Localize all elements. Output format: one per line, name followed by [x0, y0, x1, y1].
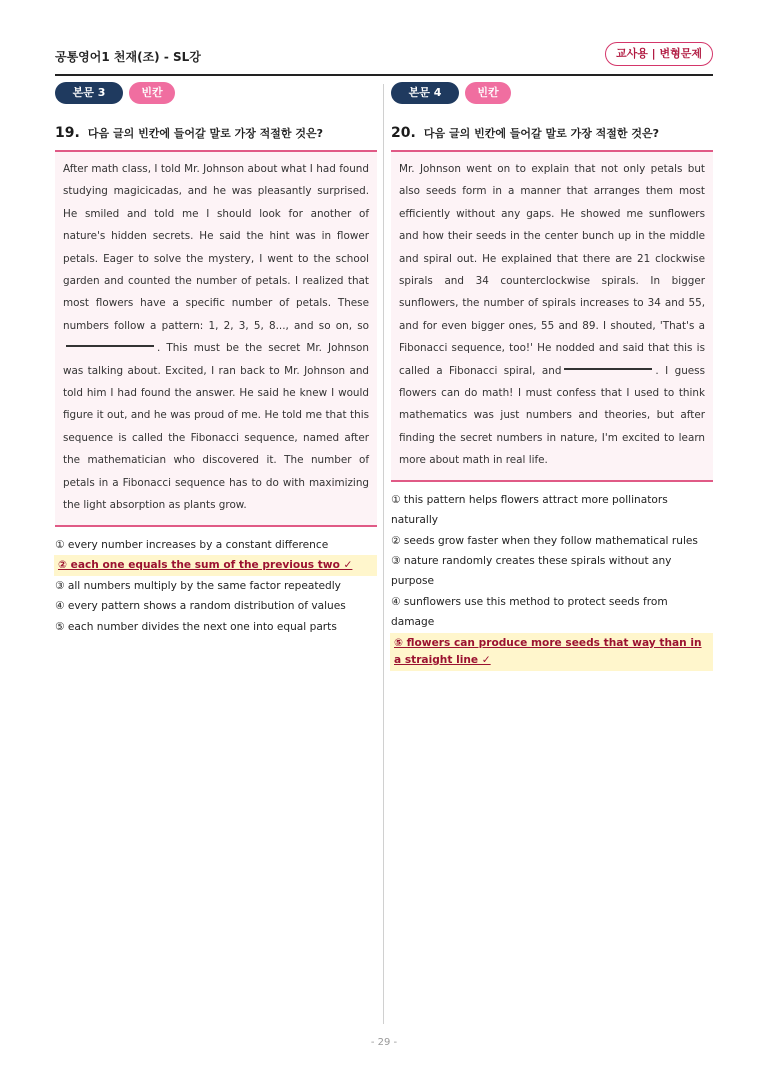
- answer-options: [55, 535, 377, 638]
- option-4[interactable]: ④ every pattern shows a random distribution of values: [55, 600, 346, 613]
- answer-blank: [564, 368, 652, 370]
- type-tag: 빈칸: [465, 82, 511, 104]
- answer-options: [391, 490, 713, 671]
- question-number: 20.: [391, 125, 416, 141]
- section-tag: 본문 3: [55, 82, 123, 104]
- option-5[interactable]: ⑤ each number divides the next one into equal parts: [55, 620, 337, 633]
- question-heading: [391, 122, 713, 142]
- option-3[interactable]: ③ all numbers multiply by the same factor repeatedly: [55, 579, 341, 592]
- section-tag: 본문 4: [391, 82, 459, 104]
- question-tags: [391, 82, 713, 106]
- page-number: - 29 -: [370, 1037, 398, 1048]
- question-tags: [55, 82, 377, 106]
- option-4[interactable]: ④ sunflowers use this method to protect seeds from damage: [391, 595, 668, 629]
- header-title: 공통영어1 천재(조) - SL강: [55, 50, 201, 64]
- passage-text-after: . I guess flowers can do math! I must confess that I used to think mathematics was just numbers and theories, but after finding the secret numbers in nature, I'm excited to learn more about math in real life.: [399, 364, 705, 467]
- question-text: 다음 글의 빈칸에 들어갈 말로 가장 적절한 것은?: [423, 127, 659, 140]
- question-heading: [55, 122, 377, 142]
- column-divider: [383, 84, 384, 1024]
- passage-text-before: After math class, I told Mr. Johnson about what I had found studying magicicadas, and he was pleasantly surprised. He smiled and told me I should look for another of nature's hidden secrets. He said the hint was in flower petals. Eager to solve the mystery, I went to the school garden and counted the number of petals. I realized that most flowers have a specific number of petals. These numbers follow a pattern: 1, 2, 3, 5, 8..., and so on, so: [63, 163, 369, 332]
- option-2-correct[interactable]: ② each one equals the sum of the previous two ✓: [54, 555, 377, 576]
- option-3[interactable]: ③ nature randomly creates these spirals without any purpose: [391, 554, 672, 588]
- passage-box: [391, 150, 713, 482]
- option-5-correct[interactable]: ⑤ flowers can produce more seeds that way than in a straight line ✓: [390, 633, 713, 671]
- passage-text-before: Mr. Johnson went on to explain that not only petals but also seeds form in a manner that arranges them most efficiently without any gaps. He showed me sunflowers and how their seeds in the center bunch up in the middle and spiral out. He explained that there are 21 clockwise spirals and 34 counterclockwise spirals. In bigger sunflowers, the number of spirals increases to 34 and 55, and for even bigger ones, 55 and 89. I shouted, 'That's a Fibonacci sequence, too!' He nodded and said that this is called a Fibonacci spiral, and: [399, 163, 705, 377]
- option-2[interactable]: ② seeds grow faster when they follow mathematical rules: [391, 534, 698, 547]
- question-20-column: [391, 82, 713, 671]
- page-header: [55, 44, 713, 76]
- teacher-version-badge: 교사용 | 변형문제: [605, 42, 713, 66]
- answer-blank: [66, 345, 154, 347]
- option-1[interactable]: ① every number increases by a constant difference: [55, 538, 329, 551]
- question-19-column: [55, 82, 377, 637]
- question-text: 다음 글의 빈칸에 들어갈 말로 가장 적절한 것은?: [87, 127, 323, 140]
- passage-box: [55, 150, 377, 527]
- passage-text-after: . This must be the secret Mr. Johnson was talking about. Excited, I ran back to Mr. Johnson and told him I had found the answer. He said he knew I would figure it out, and he was proud of me. He told me that this sequence is called the Fibonacci sequence, named after the mathematician who discovered it. The number of petals in a Fibonacci sequence has to do with maximizing the light absorption as plants grow.: [63, 342, 369, 512]
- option-1[interactable]: ① this pattern helps flowers attract more pollinators naturally: [391, 493, 668, 527]
- question-number: 19.: [55, 125, 80, 141]
- type-tag: 빈칸: [129, 82, 175, 104]
